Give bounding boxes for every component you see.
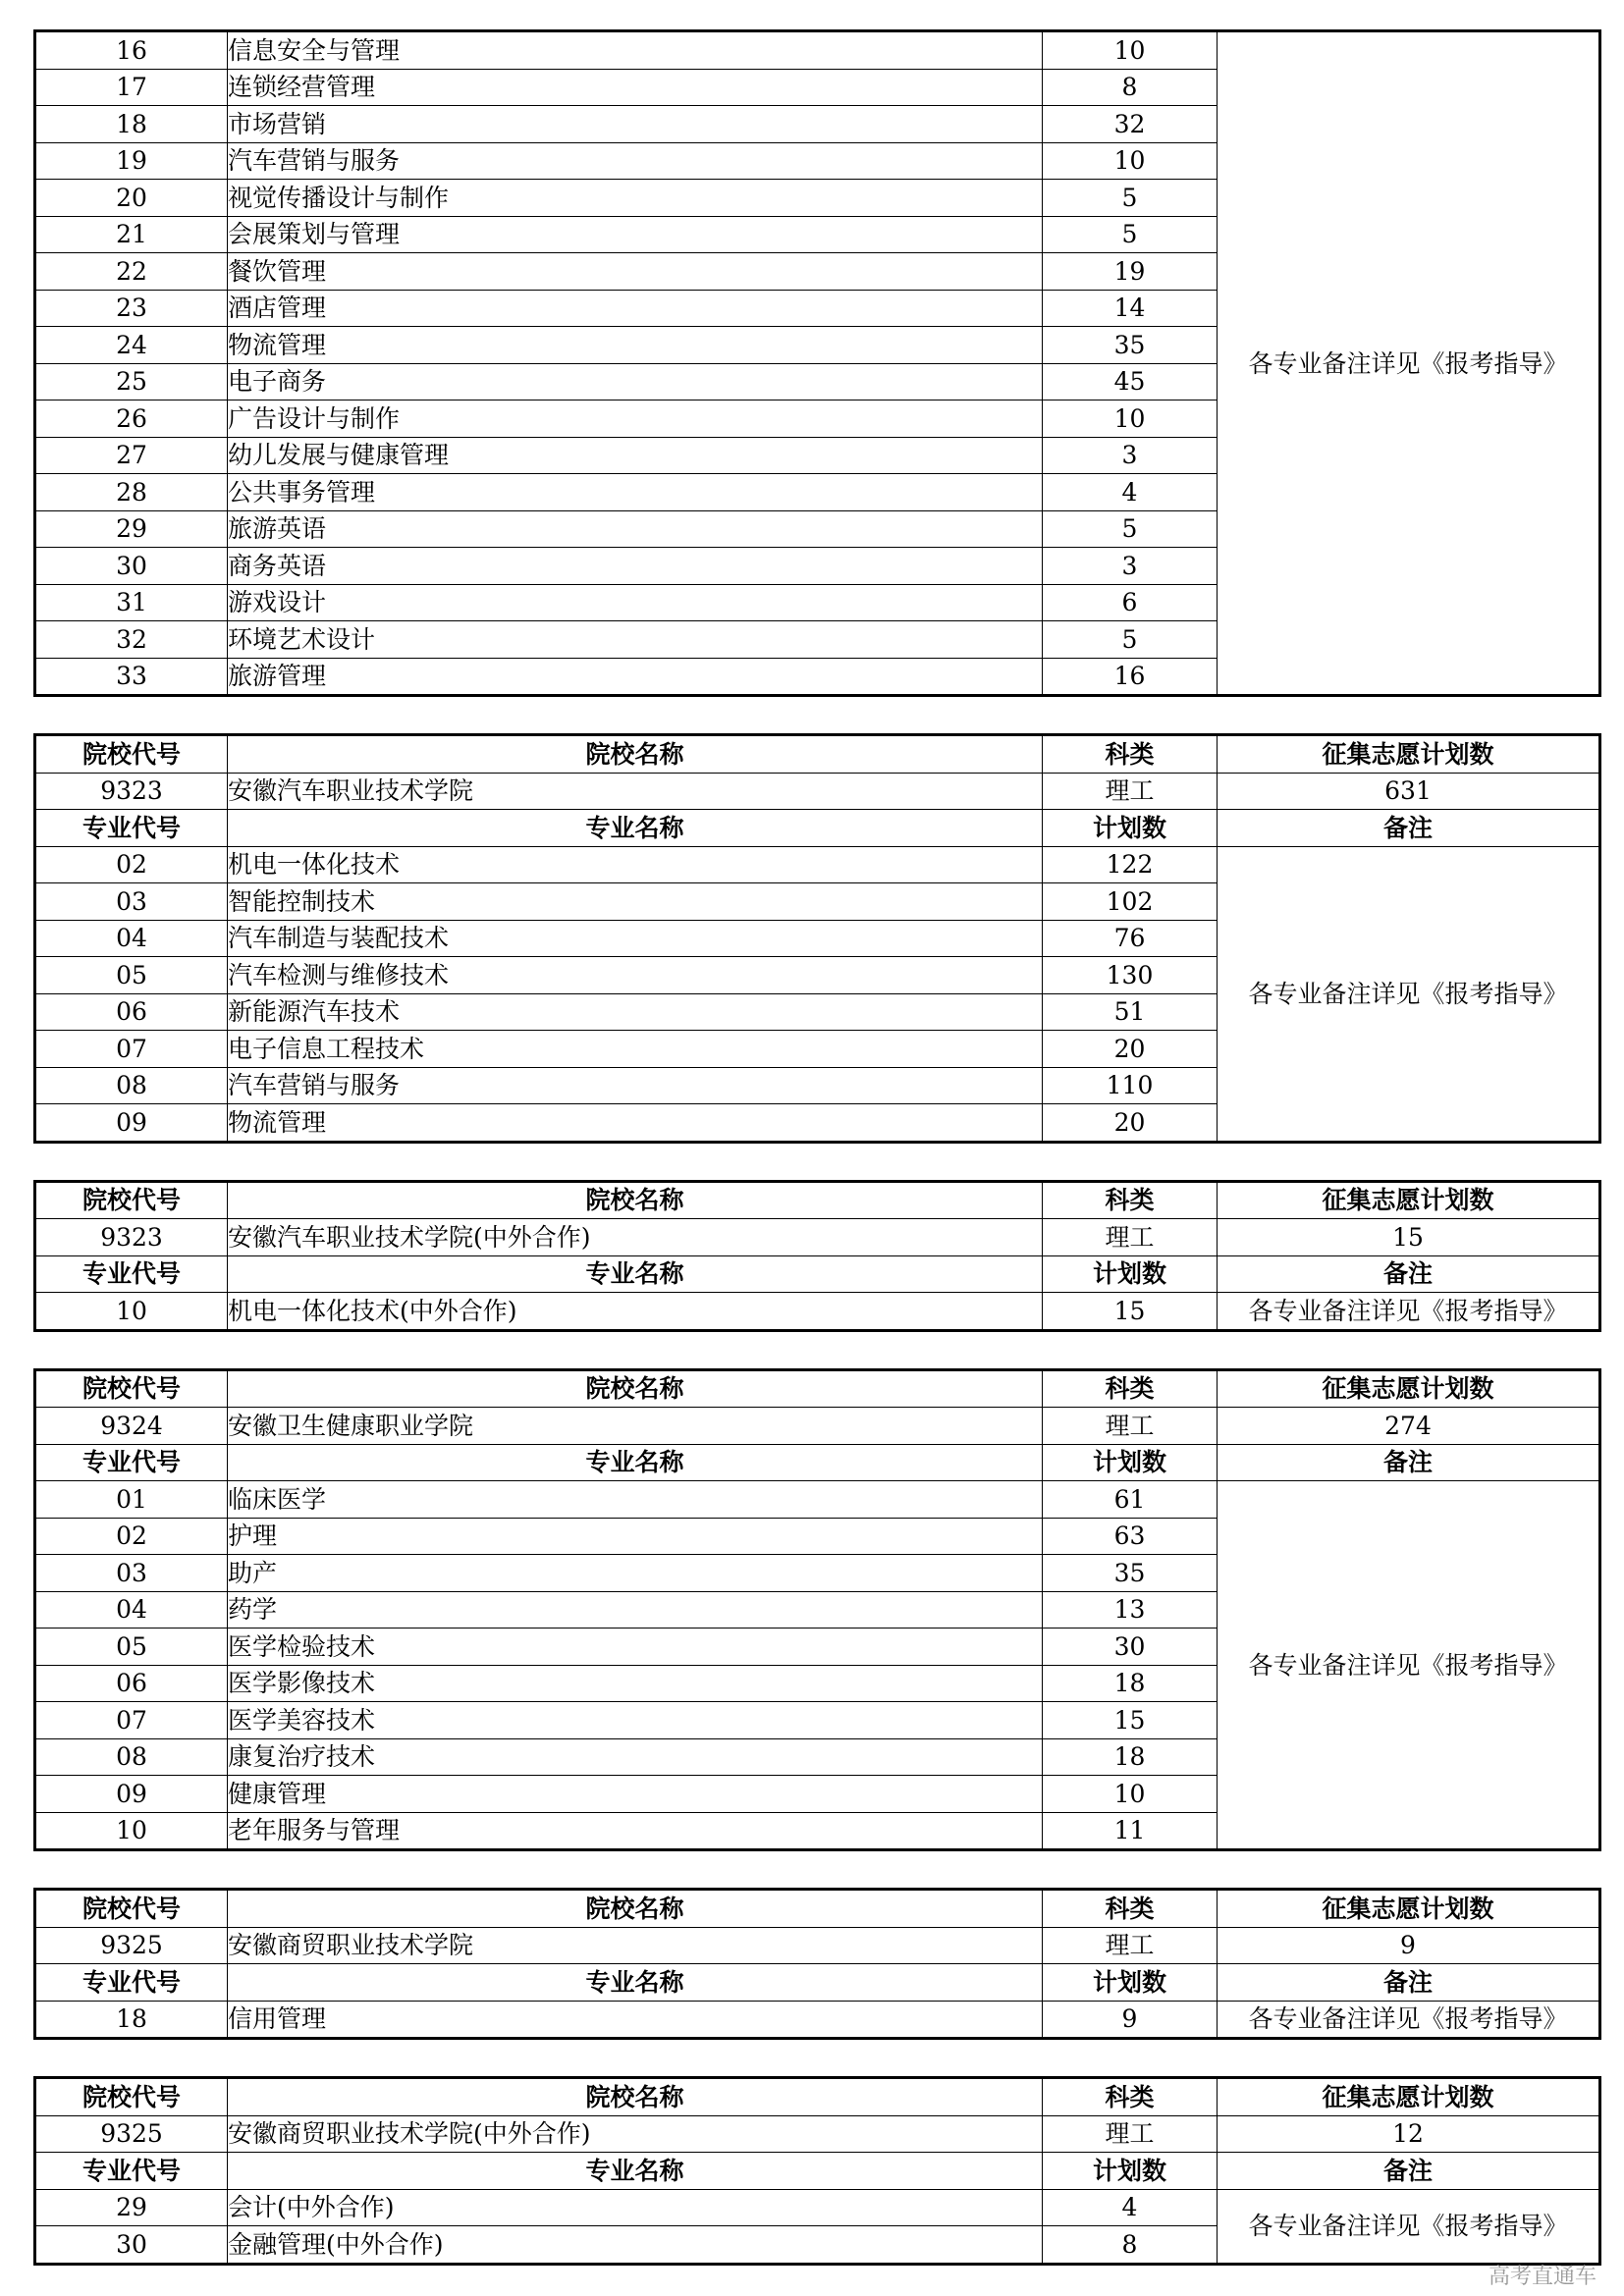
- major-code: 25: [35, 363, 228, 400]
- header-major-code: 专业代号: [35, 1255, 228, 1293]
- major-name: 助产: [228, 1555, 1043, 1592]
- header-remark: 备注: [1218, 810, 1600, 847]
- major-name: 连锁经营管理: [228, 69, 1043, 106]
- major-plan: 10: [1043, 400, 1218, 438]
- major-plan: 10: [1043, 1776, 1218, 1813]
- major-plan: 5: [1043, 216, 1218, 253]
- school-plan-total: 9: [1218, 1927, 1600, 1964]
- major-code: 08: [35, 1738, 228, 1776]
- table-row: [35, 31, 1600, 70]
- major-name: 医学美容技术: [228, 1702, 1043, 1739]
- major-name: 物流管理: [228, 1104, 1043, 1143]
- header-school-code: 院校代号: [35, 2078, 228, 2116]
- major-code: 05: [35, 1629, 228, 1666]
- school-name: 安徽商贸职业技术学院: [228, 1927, 1043, 1964]
- major-plan: 15: [1043, 1293, 1218, 1331]
- remark-cell: 各专业备注详见《报考指导》: [1218, 2001, 1600, 2039]
- table-row: [35, 1293, 1600, 1331]
- major-code: 27: [35, 437, 228, 474]
- major-name: 临床医学: [228, 1481, 1043, 1519]
- school-name: 安徽商贸职业技术学院(中外合作): [228, 2115, 1043, 2153]
- header-plan-total: 征集志愿计划数: [1218, 735, 1600, 774]
- header-major-code: 专业代号: [35, 810, 228, 847]
- major-plan: 45: [1043, 363, 1218, 400]
- major-code: 10: [35, 1812, 228, 1850]
- major-plan: 6: [1043, 584, 1218, 621]
- major-code: 18: [35, 2001, 228, 2039]
- school-info-row: [35, 1219, 1600, 1256]
- remark-cell: 各专业备注详见《报考指导》: [1218, 31, 1600, 696]
- major-name: 公共事务管理: [228, 474, 1043, 511]
- major-code: 03: [35, 1555, 228, 1592]
- major-code: 30: [35, 2226, 228, 2265]
- school-table: [33, 1368, 1601, 1852]
- major-name: 幼儿发展与健康管理: [228, 437, 1043, 474]
- major-header-row: [35, 810, 1600, 847]
- major-plan: 13: [1043, 1591, 1218, 1629]
- major-code: 28: [35, 474, 228, 511]
- major-plan: 9: [1043, 2001, 1218, 2039]
- header-major-name: 专业名称: [228, 2153, 1043, 2190]
- major-plan: 35: [1043, 1555, 1218, 1592]
- header-school-name: 院校名称: [228, 1369, 1043, 1408]
- school-header-row: [35, 1369, 1600, 1408]
- major-plan: 35: [1043, 327, 1218, 364]
- major-code: 20: [35, 180, 228, 217]
- major-plan: 3: [1043, 548, 1218, 585]
- major-code: 02: [35, 846, 228, 883]
- major-plan: 18: [1043, 1738, 1218, 1776]
- major-plan: 102: [1043, 883, 1218, 921]
- major-code: 02: [35, 1518, 228, 1555]
- major-header-row: [35, 1964, 1600, 2002]
- major-name: 视觉传播设计与制作: [228, 180, 1043, 217]
- major-header-row: [35, 1255, 1600, 1293]
- school-plan-total: 631: [1218, 773, 1600, 810]
- major-name: 会计(中外合作): [228, 2189, 1043, 2226]
- major-code: 19: [35, 142, 228, 180]
- major-code: 06: [35, 993, 228, 1031]
- header-plan-total: 征集志愿计划数: [1218, 2078, 1600, 2116]
- school-name: 安徽汽车职业技术学院(中外合作): [228, 1219, 1043, 1256]
- major-name: 物流管理: [228, 327, 1043, 364]
- major-name: 环境艺术设计: [228, 621, 1043, 659]
- major-name: 会展策划与管理: [228, 216, 1043, 253]
- school-plan-total: 12: [1218, 2115, 1600, 2153]
- header-category: 科类: [1043, 2078, 1218, 2116]
- major-header-row: [35, 2153, 1600, 2190]
- major-header-row: [35, 1444, 1600, 1481]
- school-plan-total: 274: [1218, 1408, 1600, 1445]
- school-info-row: [35, 773, 1600, 810]
- school-category: 理工: [1043, 1219, 1218, 1256]
- header-school-name: 院校名称: [228, 735, 1043, 774]
- header-plan: 计划数: [1043, 1964, 1218, 2002]
- school-plan-total: 15: [1218, 1219, 1600, 1256]
- header-category: 科类: [1043, 1369, 1218, 1408]
- major-code: 23: [35, 290, 228, 327]
- major-plan: 20: [1043, 1104, 1218, 1143]
- header-remark: 备注: [1218, 1444, 1600, 1481]
- major-name: 药学: [228, 1591, 1043, 1629]
- header-plan: 计划数: [1043, 1444, 1218, 1481]
- major-name: 餐饮管理: [228, 253, 1043, 291]
- major-code: 09: [35, 1104, 228, 1143]
- major-code: 24: [35, 327, 228, 364]
- header-remark: 备注: [1218, 1964, 1600, 2002]
- table-gap: [33, 2040, 1598, 2076]
- major-plan: 18: [1043, 1665, 1218, 1702]
- major-name: 游戏设计: [228, 584, 1043, 621]
- major-code: 30: [35, 548, 228, 585]
- major-plan: 15: [1043, 1702, 1218, 1739]
- major-name: 市场营销: [228, 106, 1043, 143]
- major-name: 医学检验技术: [228, 1629, 1043, 1666]
- major-plan: 10: [1043, 31, 1218, 70]
- school-code: 9325: [35, 2115, 228, 2153]
- major-code: 17: [35, 69, 228, 106]
- school-name: 安徽汽车职业技术学院: [228, 773, 1043, 810]
- major-code: 21: [35, 216, 228, 253]
- major-name: 智能控制技术: [228, 883, 1043, 921]
- major-plan: 3: [1043, 437, 1218, 474]
- header-school-name: 院校名称: [228, 2078, 1043, 2116]
- major-name: 金融管理(中外合作): [228, 2226, 1043, 2265]
- school-table: [33, 733, 1601, 1144]
- school-info-row: [35, 1927, 1600, 1964]
- header-school-code: 院校代号: [35, 1181, 228, 1219]
- major-name: 老年服务与管理: [228, 1812, 1043, 1850]
- major-plan: 130: [1043, 957, 1218, 994]
- major-code: 05: [35, 957, 228, 994]
- document-page: [33, 29, 1598, 2266]
- major-name: 旅游管理: [228, 658, 1043, 696]
- major-code: 03: [35, 883, 228, 921]
- header-major-name: 专业名称: [228, 1444, 1043, 1481]
- major-plan: 11: [1043, 1812, 1218, 1850]
- major-name: 新能源汽车技术: [228, 993, 1043, 1031]
- major-plan: 16: [1043, 658, 1218, 696]
- header-category: 科类: [1043, 1890, 1218, 1928]
- major-name: 机电一体化技术(中外合作): [228, 1293, 1043, 1331]
- header-major-code: 专业代号: [35, 1444, 228, 1481]
- major-plan: 63: [1043, 1518, 1218, 1555]
- school-table: [33, 2076, 1601, 2266]
- header-school-name: 院校名称: [228, 1890, 1043, 1928]
- major-code: 10: [35, 1293, 228, 1331]
- school-header-row: [35, 2078, 1600, 2116]
- major-plan: 30: [1043, 1629, 1218, 1666]
- major-plan: 5: [1043, 510, 1218, 548]
- major-plan: 32: [1043, 106, 1218, 143]
- header-school-name: 院校名称: [228, 1181, 1043, 1219]
- major-name: 汽车检测与维修技术: [228, 957, 1043, 994]
- watermark: 高考直通车: [1488, 2265, 1597, 2289]
- table-gap: [33, 697, 1598, 733]
- major-name: 汽车制造与装配技术: [228, 920, 1043, 957]
- header-plan-total: 征集志愿计划数: [1218, 1369, 1600, 1408]
- major-name: 酒店管理: [228, 290, 1043, 327]
- major-name: 汽车营销与服务: [228, 1067, 1043, 1104]
- school-name: 安徽卫生健康职业学院: [228, 1408, 1043, 1445]
- major-code: 29: [35, 2189, 228, 2226]
- school-code: 9325: [35, 1927, 228, 1964]
- school-table: [33, 1888, 1601, 2040]
- school-category: 理工: [1043, 1927, 1218, 1964]
- header-major-code: 专业代号: [35, 1964, 228, 2002]
- table-gap: [33, 1851, 1598, 1888]
- major-name: 广告设计与制作: [228, 400, 1043, 438]
- major-name: 机电一体化技术: [228, 846, 1043, 883]
- major-code: 18: [35, 106, 228, 143]
- major-code: 16: [35, 31, 228, 70]
- major-plan: 20: [1043, 1031, 1218, 1068]
- header-remark: 备注: [1218, 2153, 1600, 2190]
- continuation-table: [33, 29, 1601, 697]
- major-plan: 61: [1043, 1481, 1218, 1519]
- major-code: 22: [35, 253, 228, 291]
- header-school-code: 院校代号: [35, 1369, 228, 1408]
- school-category: 理工: [1043, 773, 1218, 810]
- major-name: 信用管理: [228, 2001, 1043, 2039]
- header-plan: 计划数: [1043, 1255, 1218, 1293]
- major-name: 电子商务: [228, 363, 1043, 400]
- major-plan: 8: [1043, 69, 1218, 106]
- table-gap: [33, 1332, 1598, 1368]
- header-plan-total: 征集志愿计划数: [1218, 1890, 1600, 1928]
- major-plan: 8: [1043, 2226, 1218, 2265]
- major-code: 31: [35, 584, 228, 621]
- major-plan: 122: [1043, 846, 1218, 883]
- header-plan-total: 征集志愿计划数: [1218, 1181, 1600, 1219]
- major-plan: 5: [1043, 621, 1218, 659]
- table-row: [35, 2189, 1600, 2226]
- remark-cell: 各专业备注详见《报考指导》: [1218, 1481, 1600, 1850]
- school-header-row: [35, 1181, 1600, 1219]
- major-name: 健康管理: [228, 1776, 1043, 1813]
- major-name: 电子信息工程技术: [228, 1031, 1043, 1068]
- table-row: [35, 2001, 1600, 2039]
- header-plan: 计划数: [1043, 2153, 1218, 2190]
- table-row: [35, 846, 1600, 883]
- header-school-code: 院校代号: [35, 735, 228, 774]
- header-major-name: 专业名称: [228, 1964, 1043, 2002]
- major-name: 护理: [228, 1518, 1043, 1555]
- school-info-row: [35, 1408, 1600, 1445]
- major-code: 29: [35, 510, 228, 548]
- major-code: 04: [35, 1591, 228, 1629]
- major-plan: 5: [1043, 180, 1218, 217]
- major-code: 06: [35, 1665, 228, 1702]
- header-category: 科类: [1043, 1181, 1218, 1219]
- remark-cell: 各专业备注详见《报考指导》: [1218, 1293, 1600, 1331]
- header-major-code: 专业代号: [35, 2153, 228, 2190]
- school-category: 理工: [1043, 2115, 1218, 2153]
- school-category: 理工: [1043, 1408, 1218, 1445]
- major-name: 商务英语: [228, 548, 1043, 585]
- major-plan: 76: [1043, 920, 1218, 957]
- major-name: 康复治疗技术: [228, 1738, 1043, 1776]
- major-plan: 110: [1043, 1067, 1218, 1104]
- header-school-code: 院校代号: [35, 1890, 228, 1928]
- header-plan: 计划数: [1043, 810, 1218, 847]
- major-code: 07: [35, 1702, 228, 1739]
- major-name: 旅游英语: [228, 510, 1043, 548]
- major-plan: 51: [1043, 993, 1218, 1031]
- header-major-name: 专业名称: [228, 810, 1043, 847]
- major-code: 01: [35, 1481, 228, 1519]
- major-name: 汽车营销与服务: [228, 142, 1043, 180]
- major-code: 33: [35, 658, 228, 696]
- header-remark: 备注: [1218, 1255, 1600, 1293]
- school-header-row: [35, 1890, 1600, 1928]
- major-name: 医学影像技术: [228, 1665, 1043, 1702]
- major-name: 信息安全与管理: [228, 31, 1043, 70]
- school-header-row: [35, 735, 1600, 774]
- table-gap: [33, 1144, 1598, 1180]
- major-plan: 4: [1043, 474, 1218, 511]
- major-plan: 4: [1043, 2189, 1218, 2226]
- major-code: 09: [35, 1776, 228, 1813]
- major-plan: 10: [1043, 142, 1218, 180]
- remark-cell: 各专业备注详见《报考指导》: [1218, 2189, 1600, 2264]
- school-table: [33, 1180, 1601, 1332]
- major-plan: 19: [1043, 253, 1218, 291]
- major-plan: 14: [1043, 290, 1218, 327]
- school-info-row: [35, 2115, 1600, 2153]
- major-code: 08: [35, 1067, 228, 1104]
- school-code: 9323: [35, 773, 228, 810]
- major-code: 32: [35, 621, 228, 659]
- remark-cell: 各专业备注详见《报考指导》: [1218, 846, 1600, 1142]
- major-code: 26: [35, 400, 228, 438]
- table-row: [35, 1481, 1600, 1519]
- school-code: 9324: [35, 1408, 228, 1445]
- school-code: 9323: [35, 1219, 228, 1256]
- header-major-name: 专业名称: [228, 1255, 1043, 1293]
- header-category: 科类: [1043, 735, 1218, 774]
- major-code: 04: [35, 920, 228, 957]
- major-code: 07: [35, 1031, 228, 1068]
